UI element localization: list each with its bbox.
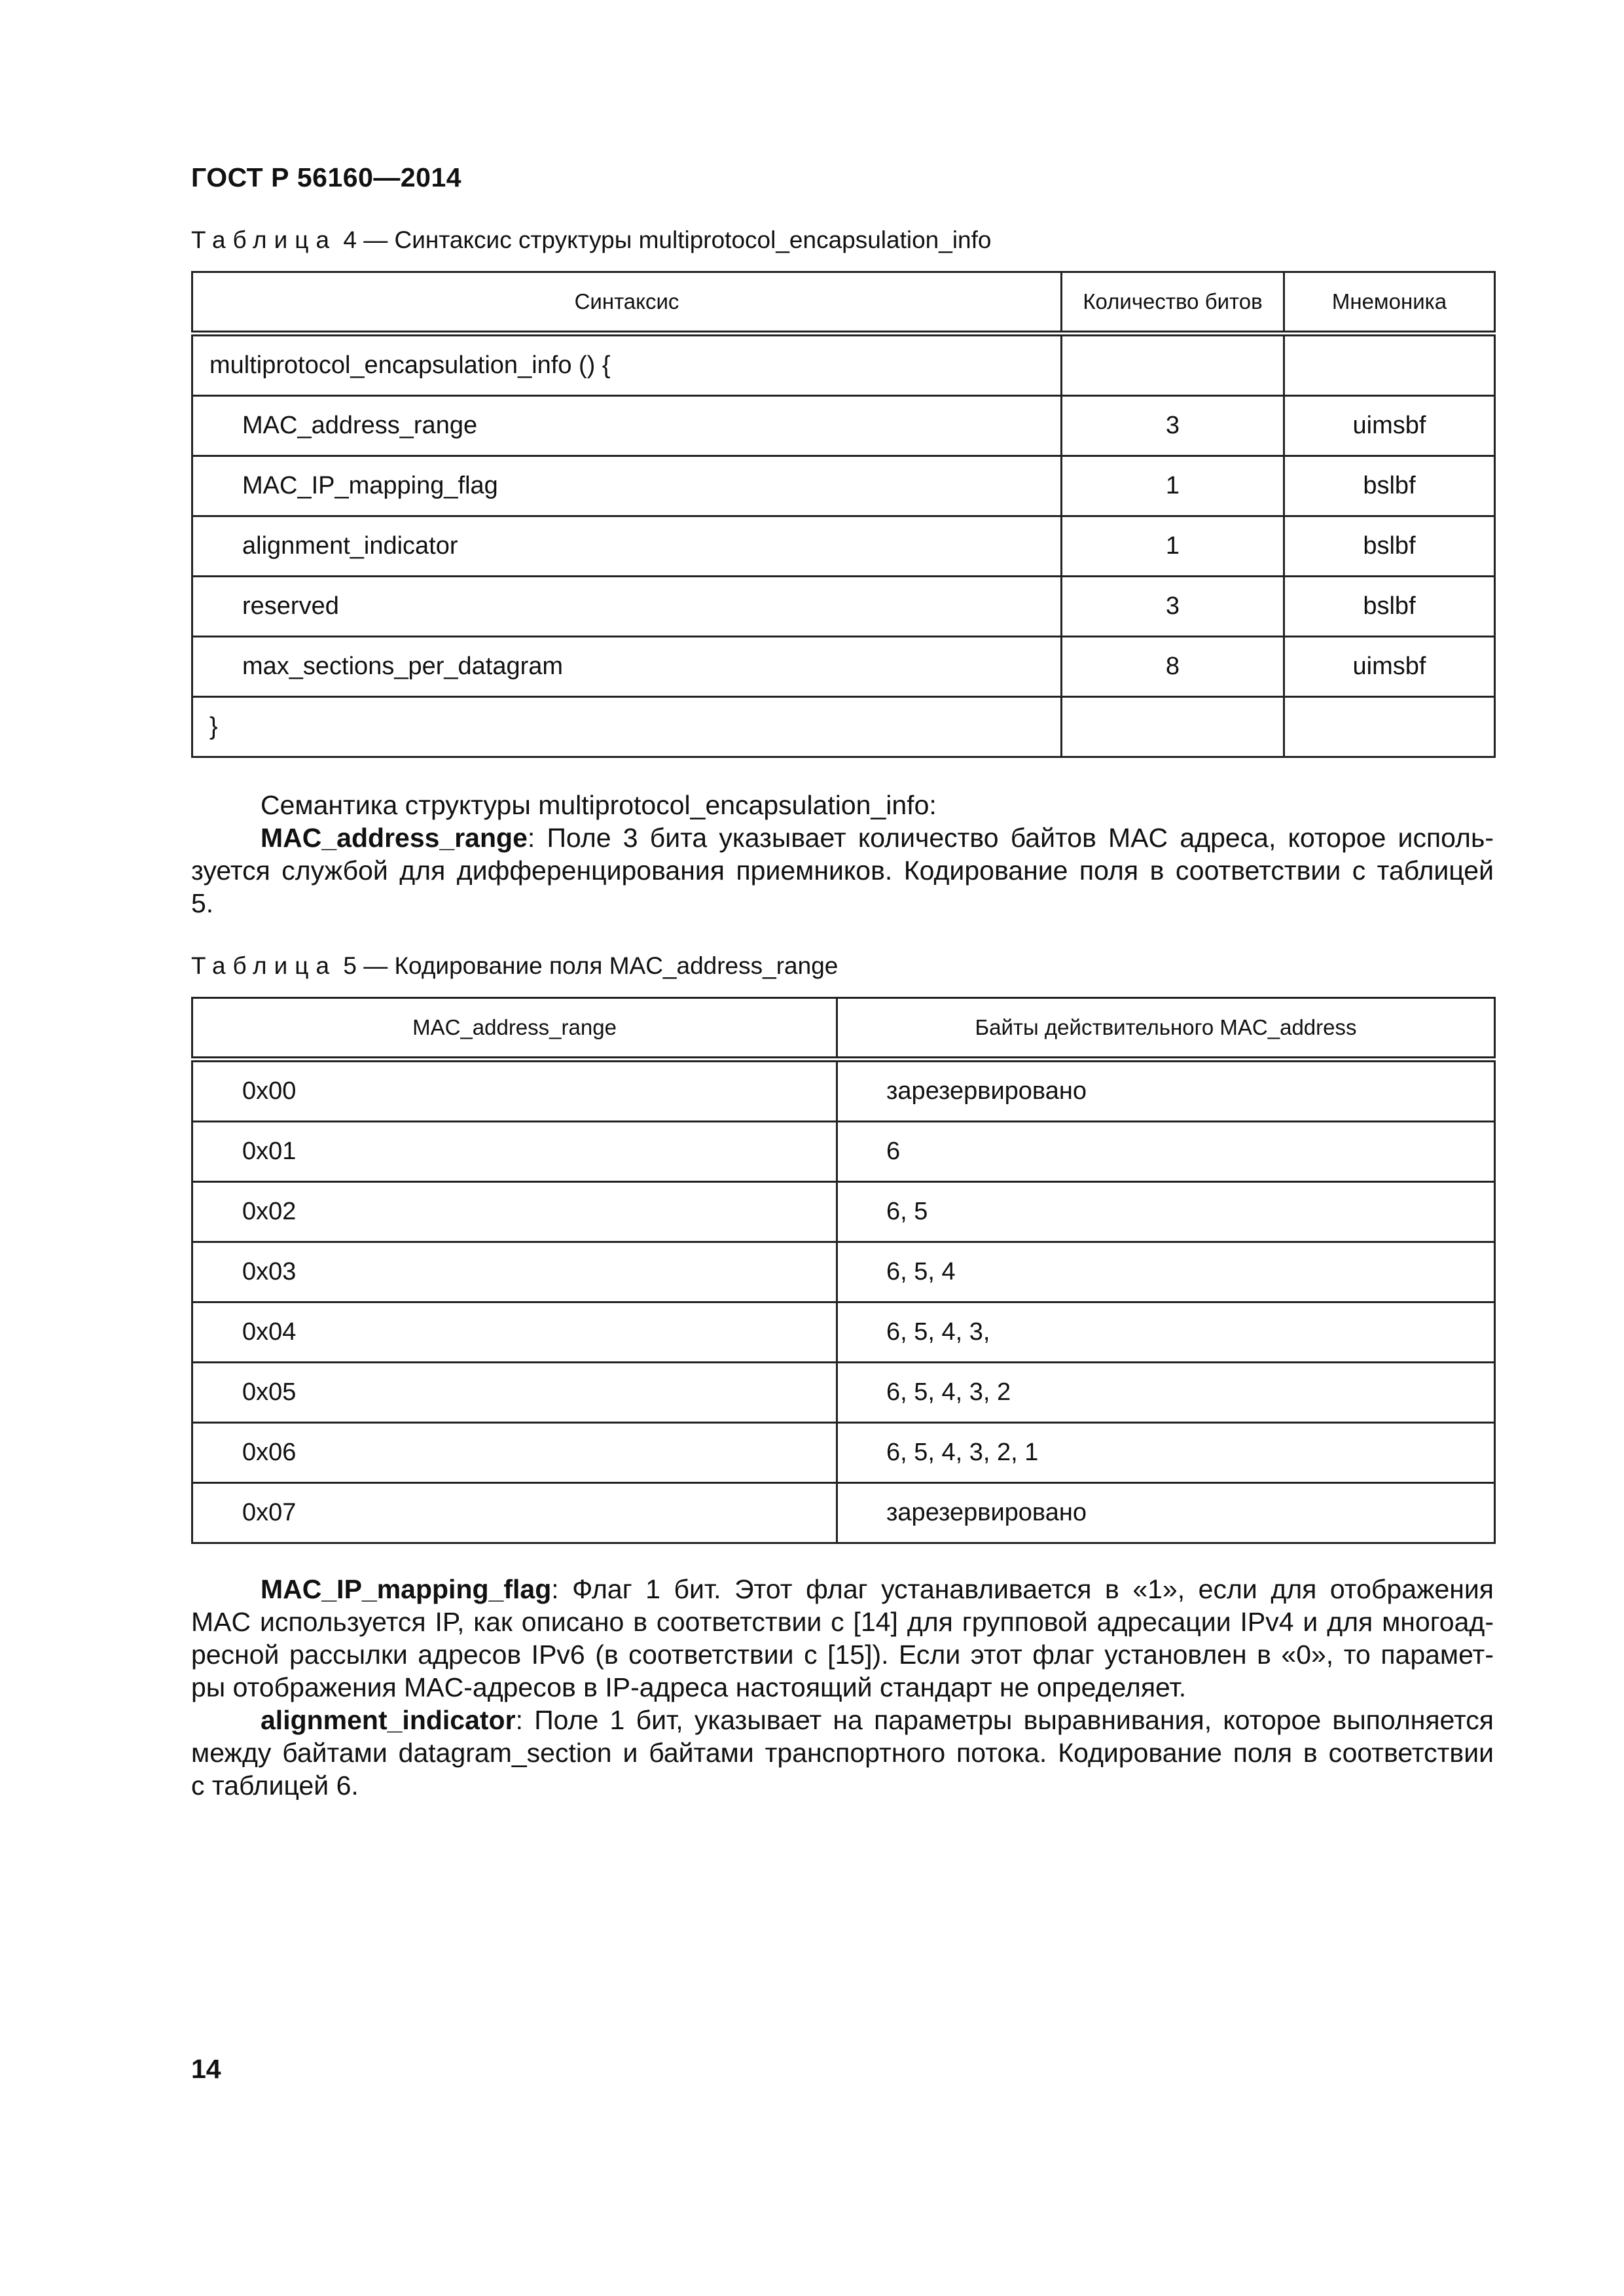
bits-cell: 3 — [1062, 396, 1284, 456]
mapping-flag-line: ры отображения MAC-адресов в IP-адреса настоящий стандарт не определяет. — [191, 1672, 1187, 1702]
code-cell: 0x04 — [192, 1302, 837, 1363]
bits-cell: 8 — [1062, 637, 1284, 697]
bytes-cell: 6, 5, 4 — [837, 1242, 1495, 1302]
alignment-indicator-paragraph — [191, 1704, 1494, 1802]
bytes-cell: 6, 5, 4, 3, — [837, 1302, 1495, 1363]
alignment-line: между байтами datagram_section и байтами транспортного потока. Кодирование поля в соответствии — [191, 1738, 1494, 1768]
table5 — [191, 997, 1496, 1544]
code-cell: 0x02 — [192, 1182, 837, 1242]
syntax-cell: } — [192, 697, 1062, 757]
bits-cell: 3 — [1062, 577, 1284, 637]
table4-caption-text: 4 — Синтаксис структуры multiprotocol_encapsulation_info — [336, 226, 992, 253]
bytes-cell: 6 — [837, 1122, 1495, 1182]
table4-col-mnemonic: Мнемоника — [1284, 272, 1495, 334]
syntax-cell: multiprotocol_encapsulation_info () { — [192, 334, 1062, 396]
page-number: 14 — [191, 2054, 221, 2084]
semantics-intro: Семантика структуры multiprotocol_encapsulation_info: — [261, 790, 937, 820]
table-row — [192, 1060, 1495, 1122]
table-row — [192, 577, 1495, 637]
table5-caption-word: Таблица — [191, 952, 337, 979]
mnemonic-cell — [1284, 334, 1495, 396]
table-row — [192, 516, 1495, 577]
mapping-flag-paragraph — [191, 1573, 1494, 1704]
table-row — [192, 637, 1495, 697]
code-cell: 0x05 — [192, 1363, 837, 1423]
mapping-flag-term: MAC_IP_mapping_flag — [261, 1574, 552, 1604]
mapping-flag-line: MAC_IP_mapping_flag: Флаг 1 бит. Этот флаг устанавливается в «1», если для отображения — [261, 1574, 1494, 1604]
semantics-paragraph — [191, 789, 1494, 920]
mac-range-term: MAC_address_range — [261, 823, 528, 853]
table-row — [192, 1122, 1495, 1182]
table-row — [192, 334, 1495, 396]
table-row — [192, 396, 1495, 456]
alignment-line: alignment_indicator: Поле 1 бит, указывает на параметры выравнивания, которое выполняется — [261, 1705, 1494, 1735]
table-row — [192, 1182, 1495, 1242]
table5-col-range: MAC_address_range — [192, 998, 837, 1060]
bits-cell: 1 — [1062, 456, 1284, 516]
table4-col-bits: Количество битов — [1062, 272, 1284, 334]
syntax-cell: MAC_IP_mapping_flag — [192, 456, 1062, 516]
table4-caption-word: Таблица — [191, 226, 337, 253]
syntax-cell: max_sections_per_datagram — [192, 637, 1062, 697]
mnemonic-cell: bslbf — [1284, 516, 1495, 577]
bytes-cell: зарезервировано — [837, 1483, 1495, 1543]
bits-cell — [1062, 697, 1284, 757]
syntax-cell: alignment_indicator — [192, 516, 1062, 577]
mac-range-line: MAC_address_range: Поле 3 бита указывает количество байтов MAC адреса, которое исполь- — [261, 823, 1494, 853]
document-header: ГОСТ Р 56160—2014 — [191, 162, 462, 192]
bytes-cell: 6, 5, 4, 3, 2, 1 — [837, 1423, 1495, 1483]
table5-col-bytes: Байты действительного MAC_address — [837, 998, 1495, 1060]
alignment-line: с таблицей 6. — [191, 1770, 359, 1801]
mac-range-line: зуется службой для дифференцирования приемников. Кодирование поля в соответствии с таблицей — [191, 855, 1494, 886]
code-cell: 0x01 — [192, 1122, 837, 1182]
code-cell: 0x00 — [192, 1060, 837, 1122]
bits-cell — [1062, 334, 1284, 396]
code-cell: 0x06 — [192, 1423, 837, 1483]
table-row — [192, 1423, 1495, 1483]
mnemonic-cell — [1284, 697, 1495, 757]
mnemonic-cell: uimsbf — [1284, 637, 1495, 697]
table4-header-row — [192, 272, 1495, 334]
table5-caption-text: 5 — Кодирование поля MAC_address_range — [336, 952, 839, 979]
mac-range-line: 5. — [191, 888, 214, 918]
mnemonic-cell: bslbf — [1284, 456, 1495, 516]
table-row — [192, 697, 1495, 757]
table4-caption — [191, 226, 992, 254]
code-cell: 0x07 — [192, 1483, 837, 1543]
table-row — [192, 1242, 1495, 1302]
bytes-cell: 6, 5, 4, 3, 2 — [837, 1363, 1495, 1423]
table4 — [191, 271, 1496, 758]
mapping-flag-line: ресной рассылки адресов IPv6 (в соответствии с [15]). Если этот флаг установлен в «0», то парамет- — [191, 1640, 1494, 1670]
mnemonic-cell: bslbf — [1284, 577, 1495, 637]
bytes-cell: 6, 5 — [837, 1182, 1495, 1242]
table5-caption — [191, 952, 838, 980]
bytes-cell: зарезервировано — [837, 1060, 1495, 1122]
table5-header-row — [192, 998, 1495, 1060]
table-row — [192, 1483, 1495, 1543]
syntax-cell: reserved — [192, 577, 1062, 637]
table-row — [192, 1302, 1495, 1363]
syntax-cell: MAC_address_range — [192, 396, 1062, 456]
table-row — [192, 456, 1495, 516]
mapping-flag-line: MAC используется IP, как описано в соответствии с [14] для групповой адресации IPv4 и для многоад- — [191, 1607, 1494, 1637]
code-cell: 0x03 — [192, 1242, 837, 1302]
table-row — [192, 1363, 1495, 1423]
mnemonic-cell: uimsbf — [1284, 396, 1495, 456]
bits-cell: 1 — [1062, 516, 1284, 577]
table4-col-syntax: Синтаксис — [192, 272, 1062, 334]
alignment-term: alignment_indicator — [261, 1705, 516, 1735]
